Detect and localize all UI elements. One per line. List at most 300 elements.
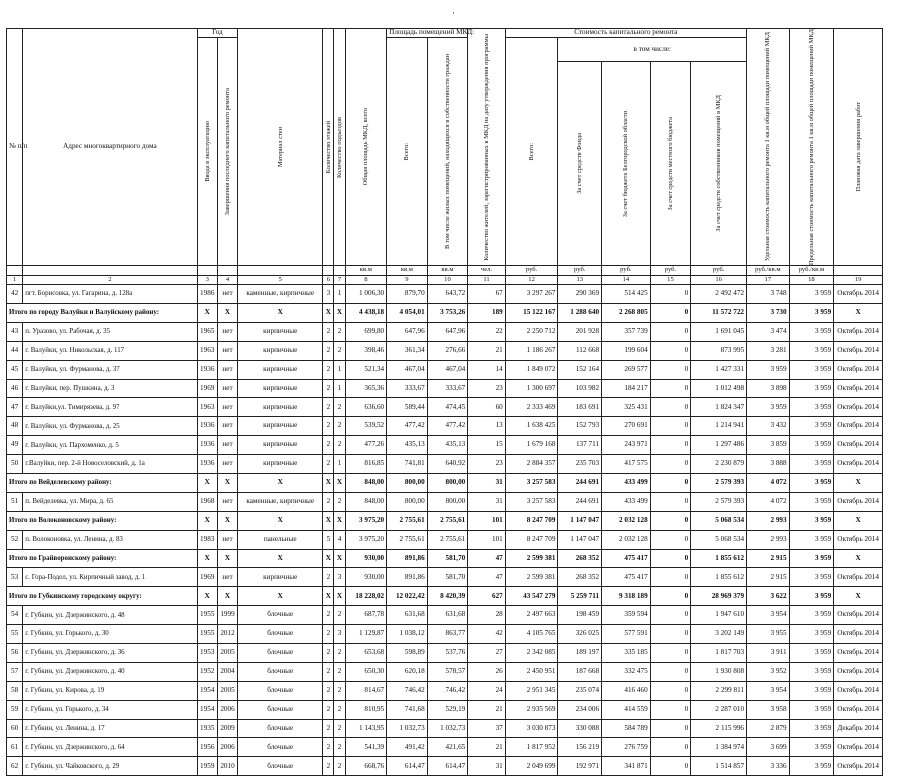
max-unit-cost: 3 959 xyxy=(789,568,834,587)
residents-count: 23 xyxy=(468,379,506,398)
max-unit-cost: 3 959 xyxy=(789,474,834,493)
residents-area: 643,72 xyxy=(427,285,468,304)
cost-local: 0 xyxy=(650,757,691,776)
unit-cost: 2 993 xyxy=(747,511,790,530)
residents-count: 67 xyxy=(468,285,506,304)
cost-local: 0 xyxy=(650,303,691,322)
cost-fund: 103 982 xyxy=(558,379,602,398)
entrances: 2 xyxy=(334,606,345,625)
units-row xyxy=(7,266,883,276)
premises-area: 491,42 xyxy=(387,738,428,757)
column-number-cell: 2 xyxy=(23,276,197,285)
subtotal-label: Итого по городу Валуйки и Валуйскому району: xyxy=(7,303,198,322)
cost-local: 0 xyxy=(650,719,691,738)
max-unit-cost: 3 959 xyxy=(789,681,834,700)
residents-count: 26 xyxy=(468,662,506,681)
premises-area: 647,96 xyxy=(387,322,428,341)
row-address: п. Вейделевка, ул. Мира, д. 65 xyxy=(23,492,197,511)
cost-owners: 1 427 331 xyxy=(691,360,747,379)
cost-regional: 9 318 189 xyxy=(602,587,651,606)
residents-count: 60 xyxy=(468,398,506,417)
planned-date: Октябрь 2014 xyxy=(834,530,883,549)
cost-local: 0 xyxy=(650,379,691,398)
floors: 2 xyxy=(323,341,334,360)
max-unit-cost: 3 959 xyxy=(789,662,834,681)
cost-fund: 330 088 xyxy=(558,719,602,738)
residents-area: 578,57 xyxy=(427,662,468,681)
residents-count: 47 xyxy=(468,549,506,568)
total-area: 398,46 xyxy=(345,341,387,360)
residents-area: 631,68 xyxy=(427,606,468,625)
subtotal-row xyxy=(7,511,883,530)
floors: 2 xyxy=(323,360,334,379)
total-area: 650,30 xyxy=(345,662,387,681)
planned-date: Октябрь 2014 xyxy=(834,644,883,663)
residents-count: 24 xyxy=(468,681,506,700)
max-unit-cost: 3 959 xyxy=(789,530,834,549)
unit-cost: 3 474 xyxy=(747,322,790,341)
table-row xyxy=(7,606,883,625)
entrances: 1 xyxy=(334,285,345,304)
header-wall-material: Материал стен xyxy=(276,126,284,168)
year-last-repair: 2005 xyxy=(217,681,237,700)
floors: 2 xyxy=(323,700,334,719)
cost-regional: 335 185 xyxy=(602,644,651,663)
max-unit-cost: 3 959 xyxy=(789,625,834,644)
unit-cost: 3 958 xyxy=(747,700,790,719)
cost-owners: 1 214 941 xyxy=(691,417,747,436)
year-commission: 1955 xyxy=(197,625,217,644)
header-cost-fund: За счет средств Фонда xyxy=(576,133,584,195)
cost-owners: 2 287 010 xyxy=(691,700,747,719)
header-year-last-repair: Завершения последнего капитального ремонта xyxy=(223,87,231,215)
cost-fund: 1 147 047 xyxy=(558,511,602,530)
unit-cost: 2 879 xyxy=(747,719,790,738)
row-number: 50 xyxy=(7,455,23,474)
wall-material: панельные xyxy=(238,530,323,549)
unit-cost: 2 993 xyxy=(747,530,790,549)
column-number-cell: 5 xyxy=(238,276,323,285)
cost-fund: 112 668 xyxy=(558,341,602,360)
unit-cost: 3 954 xyxy=(747,681,790,700)
row-address: г. Губкин, ул. Дзержинского, д. 36 xyxy=(23,644,197,663)
column-number-cell: 12 xyxy=(505,276,558,285)
residents-count: 21 xyxy=(468,738,506,757)
column-number-cell: 8 xyxy=(345,276,387,285)
unit-cell: руб./кв.м xyxy=(747,266,790,276)
header-cost-group: Стоимость капитального ремонта xyxy=(505,29,746,38)
residents-count: 21 xyxy=(468,700,506,719)
unit-cost: 3 281 xyxy=(747,341,790,360)
cost-total: 3 030 873 xyxy=(505,719,558,738)
table-row xyxy=(7,681,883,700)
premises-area: 477,42 xyxy=(387,417,428,436)
residents-area: 3 753,26 xyxy=(427,303,468,322)
premises-area: 333,67 xyxy=(387,379,428,398)
wall-material: кирпичные xyxy=(238,341,323,360)
cost-local: 0 xyxy=(650,530,691,549)
wall-material: кирпичные xyxy=(238,417,323,436)
cost-total: 1 300 697 xyxy=(505,379,558,398)
residents-count: 13 xyxy=(468,417,506,436)
cost-regional: 184 217 xyxy=(602,379,651,398)
year-last-repair: X xyxy=(217,474,237,493)
premises-area: 4 054,01 xyxy=(387,303,428,322)
residents-area: 614,47 xyxy=(427,757,468,776)
total-area: 687,78 xyxy=(345,606,387,625)
cost-regional: 332 475 xyxy=(602,662,651,681)
year-commission: 1936 xyxy=(197,417,217,436)
cost-owners: 1 947 610 xyxy=(691,606,747,625)
entrances: 2 xyxy=(334,417,345,436)
cost-owners: 2 492 472 xyxy=(691,285,747,304)
planned-date: Октябрь 2014 xyxy=(834,285,883,304)
row-number: 46 xyxy=(7,379,23,398)
entrances: 1 xyxy=(334,455,345,474)
premises-area: 361,34 xyxy=(387,341,428,360)
cost-regional: 417 575 xyxy=(602,455,651,474)
unit-cost: 3 955 xyxy=(747,625,790,644)
column-number-cell: 11 xyxy=(468,276,506,285)
row-number: 53 xyxy=(7,568,23,587)
residents-area: 2 755,61 xyxy=(427,511,468,530)
column-number-cell: 3 xyxy=(197,276,217,285)
planned-date: X xyxy=(834,587,883,606)
total-area: 930,00 xyxy=(345,549,387,568)
unit-cell: кв.м xyxy=(427,266,468,276)
year-last-repair: 2006 xyxy=(217,738,237,757)
unit-cost: 3 911 xyxy=(747,644,790,663)
total-area: 653,68 xyxy=(345,644,387,663)
planned-date: Октябрь 2014 xyxy=(834,492,883,511)
row-number: 56 xyxy=(7,644,23,663)
cost-fund: 137 711 xyxy=(558,436,602,455)
row-number: 61 xyxy=(7,738,23,757)
row-number: 52 xyxy=(7,530,23,549)
header-no: № п/п xyxy=(7,29,23,266)
premises-area: 2 755,61 xyxy=(387,530,428,549)
cost-owners: 2 230 879 xyxy=(691,455,747,474)
unit-cost: 3 952 xyxy=(747,662,790,681)
row-number: 42 xyxy=(7,285,23,304)
cost-total: 2 951 345 xyxy=(505,681,558,700)
cost-total: 8 247 709 xyxy=(505,530,558,549)
entrances: X xyxy=(334,511,345,530)
cost-total: 2 049 699 xyxy=(505,757,558,776)
row-number: 51 xyxy=(7,492,23,511)
planned-date: Октябрь 2014 xyxy=(834,379,883,398)
cost-local: 0 xyxy=(650,417,691,436)
cost-regional: 433 499 xyxy=(602,474,651,493)
cost-total: 8 247 709 xyxy=(505,511,558,530)
cost-total: 2 599 381 xyxy=(505,568,558,587)
planned-date: Октябрь 2014 xyxy=(834,417,883,436)
floors: 2 xyxy=(323,398,334,417)
cost-local: 0 xyxy=(650,398,691,417)
total-area: 477,26 xyxy=(345,436,387,455)
wall-material: каменные, кирпичные xyxy=(238,492,323,511)
cost-total: 1 849 072 xyxy=(505,360,558,379)
subtotal-row xyxy=(7,474,883,493)
floors: 2 xyxy=(323,681,334,700)
planned-date: Октябрь 2014 xyxy=(834,606,883,625)
cost-regional: 416 460 xyxy=(602,681,651,700)
row-number: 45 xyxy=(7,360,23,379)
max-unit-cost: 3 959 xyxy=(789,285,834,304)
subtotal-label: Итого по Вейделевскому району: xyxy=(7,474,198,493)
floors: 2 xyxy=(323,379,334,398)
planned-date: Октябрь 2014 xyxy=(834,341,883,360)
cost-local: 0 xyxy=(650,285,691,304)
unit-cell xyxy=(217,266,237,276)
cost-total: 2 342 085 xyxy=(505,644,558,663)
table-row xyxy=(7,568,883,587)
year-commission: X xyxy=(197,511,217,530)
row-number: 43 xyxy=(7,322,23,341)
cost-owners: 1 012 498 xyxy=(691,379,747,398)
wall-material: кирпичные xyxy=(238,455,323,474)
cost-owners: 1 817 703 xyxy=(691,644,747,663)
residents-count: 627 xyxy=(468,587,506,606)
header-cost-regional: За счет бюджета Белгородской области xyxy=(622,110,630,217)
cost-local: 0 xyxy=(650,360,691,379)
table-row xyxy=(7,644,883,663)
year-last-repair: нет xyxy=(217,568,237,587)
wall-material: X xyxy=(238,303,323,322)
residents-area: 581,70 xyxy=(427,549,468,568)
header-max-unit-cost: Предельная стоимость капитального ремонта 1 кв.м общей площади помещений МКД xyxy=(807,29,815,266)
total-area: 1 143,95 xyxy=(345,719,387,738)
planned-date: Октябрь 2014 xyxy=(834,398,883,417)
column-number-cell: 10 xyxy=(427,276,468,285)
year-last-repair: нет xyxy=(217,341,237,360)
planned-date: X xyxy=(834,474,883,493)
wall-material: блочные xyxy=(238,606,323,625)
entrances: 2 xyxy=(334,681,345,700)
row-address: г. Валуйки, ул. Пархоменко, д. 5 xyxy=(23,436,197,455)
wall-material: X xyxy=(238,474,323,493)
max-unit-cost: 3 959 xyxy=(789,644,834,663)
wall-material: X xyxy=(238,511,323,530)
total-area: 636,60 xyxy=(345,398,387,417)
column-number-cell: 18 xyxy=(789,276,834,285)
residents-count: 22 xyxy=(468,322,506,341)
year-commission: 1936 xyxy=(197,455,217,474)
year-commission: 1969 xyxy=(197,379,217,398)
year-last-repair: нет xyxy=(217,417,237,436)
floors: 2 xyxy=(323,322,334,341)
year-commission: 1959 xyxy=(197,757,217,776)
max-unit-cost: 3 959 xyxy=(789,303,834,322)
floors: 2 xyxy=(323,606,334,625)
cost-local: 0 xyxy=(650,492,691,511)
residents-count: 23 xyxy=(468,455,506,474)
unit-cost: 3 954 xyxy=(747,606,790,625)
year-commission: 1936 xyxy=(197,436,217,455)
cost-total: 2 599 381 xyxy=(505,549,558,568)
unit-cell: руб. xyxy=(691,266,747,276)
cost-owners: 2 299 811 xyxy=(691,681,747,700)
residents-count: 101 xyxy=(468,511,506,530)
cost-local: 0 xyxy=(650,738,691,757)
row-address: г. Губкин, ул. Ленина, д. 17 xyxy=(23,719,197,738)
premises-area: 589,44 xyxy=(387,398,428,417)
table-row xyxy=(7,398,883,417)
cost-regional: 270 691 xyxy=(602,417,651,436)
year-commission: 1986 xyxy=(197,285,217,304)
row-address: г. Валуйки,ул. Тимирязева, д. 97 xyxy=(23,398,197,417)
unit-cell: руб. xyxy=(558,266,602,276)
total-area: 1 129,87 xyxy=(345,625,387,644)
row-number: 60 xyxy=(7,719,23,738)
floors: 2 xyxy=(323,436,334,455)
cost-local: 0 xyxy=(650,681,691,700)
unit-cost: 3 699 xyxy=(747,738,790,757)
table-row xyxy=(7,455,883,474)
residents-area: 800,00 xyxy=(427,492,468,511)
entrances: X xyxy=(334,474,345,493)
cost-total: 2 450 951 xyxy=(505,662,558,681)
cost-local: 0 xyxy=(650,568,691,587)
row-address: п. Волоконовка, ул. Ленина, д. 83 xyxy=(23,530,197,549)
table-row xyxy=(7,492,883,511)
row-address: г. Губкин, ул. Чайковского, д. 29 xyxy=(23,757,197,776)
floors: 2 xyxy=(323,738,334,757)
subtotal-row xyxy=(7,549,883,568)
table-body xyxy=(7,285,883,776)
cost-total: 2 935 569 xyxy=(505,700,558,719)
row-number: 55 xyxy=(7,625,23,644)
residents-area: 435,13 xyxy=(427,436,468,455)
cost-total: 1 638 425 xyxy=(505,417,558,436)
header-address: Адрес многоквартирного дома xyxy=(23,29,197,266)
premises-area: 800,00 xyxy=(387,492,428,511)
year-last-repair: нет xyxy=(217,530,237,549)
premises-area: 800,00 xyxy=(387,474,428,493)
total-area: 539,52 xyxy=(345,417,387,436)
cost-local: 0 xyxy=(650,549,691,568)
year-last-repair: 2010 xyxy=(217,757,237,776)
year-last-repair: 1999 xyxy=(217,606,237,625)
year-last-repair: нет xyxy=(217,492,237,511)
floors: 3 xyxy=(323,285,334,304)
cost-regional: 514 425 xyxy=(602,285,651,304)
unit-cell xyxy=(834,266,883,276)
year-commission: 1969 xyxy=(197,568,217,587)
floors: X xyxy=(323,587,334,606)
floors: X xyxy=(323,474,334,493)
cost-fund: 152 793 xyxy=(558,417,602,436)
table-row xyxy=(7,285,883,304)
entrances: X xyxy=(334,549,345,568)
cost-fund: 235 074 xyxy=(558,681,602,700)
planned-date: Октябрь 2014 xyxy=(834,625,883,644)
row-number: 58 xyxy=(7,681,23,700)
cost-fund: 189 197 xyxy=(558,644,602,663)
year-commission: X xyxy=(197,549,217,568)
cost-local: 0 xyxy=(650,474,691,493)
total-area: 4 438,18 xyxy=(345,303,387,322)
total-area: 18 228,02 xyxy=(345,587,387,606)
year-commission: 1963 xyxy=(197,341,217,360)
table-row xyxy=(7,625,883,644)
column-number-cell: 17 xyxy=(747,276,790,285)
cost-local: 0 xyxy=(650,341,691,360)
max-unit-cost: 3 959 xyxy=(789,757,834,776)
cost-fund: 290 369 xyxy=(558,285,602,304)
row-address: г. Губкин, ул. Горького, д. 34 xyxy=(23,700,197,719)
max-unit-cost: 3 959 xyxy=(789,511,834,530)
wall-material: блочные xyxy=(238,644,323,663)
total-area: 848,00 xyxy=(345,474,387,493)
cost-owners: 5 068 534 xyxy=(691,530,747,549)
cost-fund: 187 668 xyxy=(558,662,602,681)
cost-fund: 268 352 xyxy=(558,549,602,568)
floors: X xyxy=(323,511,334,530)
total-area: 930,00 xyxy=(345,568,387,587)
wall-material: X xyxy=(238,587,323,606)
cost-owners: 1 855 612 xyxy=(691,549,747,568)
premises-area: 435,13 xyxy=(387,436,428,455)
wall-material: блочные xyxy=(238,625,323,644)
entrances: 2 xyxy=(334,341,345,360)
unit-cell xyxy=(7,266,23,276)
planned-date: Октябрь 2014 xyxy=(834,700,883,719)
max-unit-cost: 3 959 xyxy=(789,492,834,511)
planned-date: Октябрь 2014 xyxy=(834,360,883,379)
residents-area: 640,92 xyxy=(427,455,468,474)
planned-date: X xyxy=(834,303,883,322)
column-number-cell: 19 xyxy=(834,276,883,285)
unit-cell: руб./кв.м xyxy=(789,266,834,276)
wall-material: блочные xyxy=(238,700,323,719)
planned-date: Декабрь 2014 xyxy=(834,719,883,738)
table-row xyxy=(7,719,883,738)
planned-date: Октябрь 2014 xyxy=(834,681,883,700)
cost-total: 2 250 712 xyxy=(505,322,558,341)
cost-owners: 2 115 996 xyxy=(691,719,747,738)
column-number-cell: 7 xyxy=(334,276,345,285)
year-commission: X xyxy=(197,474,217,493)
residents-count: 28 xyxy=(468,606,506,625)
wall-material: X xyxy=(238,549,323,568)
premises-area: 891,86 xyxy=(387,568,428,587)
year-commission: X xyxy=(197,303,217,322)
cost-regional: 243 971 xyxy=(602,436,651,455)
cost-local: 0 xyxy=(650,700,691,719)
entrances: 2 xyxy=(334,738,345,757)
unit-cell: кв.м xyxy=(345,266,387,276)
cost-fund: 192 971 xyxy=(558,757,602,776)
subtotal-label: Итого по Грайворонскому району: xyxy=(7,549,198,568)
column-number-cell: 4 xyxy=(217,276,237,285)
floors: 2 xyxy=(323,662,334,681)
cost-regional: 414 559 xyxy=(602,700,651,719)
entrances: 2 xyxy=(334,700,345,719)
year-commission: 1952 xyxy=(197,662,217,681)
table-row xyxy=(7,322,883,341)
residents-area: 863,77 xyxy=(427,625,468,644)
premises-area: 631,68 xyxy=(387,606,428,625)
cost-owners: 1 855 612 xyxy=(691,568,747,587)
planned-date: Октябрь 2014 xyxy=(834,568,883,587)
cost-local: 0 xyxy=(650,644,691,663)
wall-material: кирпичные xyxy=(238,436,323,455)
cost-owners: 2 579 393 xyxy=(691,492,747,511)
cost-total: 15 122 167 xyxy=(505,303,558,322)
entrances: 2 xyxy=(334,757,345,776)
cost-fund: 201 928 xyxy=(558,322,602,341)
